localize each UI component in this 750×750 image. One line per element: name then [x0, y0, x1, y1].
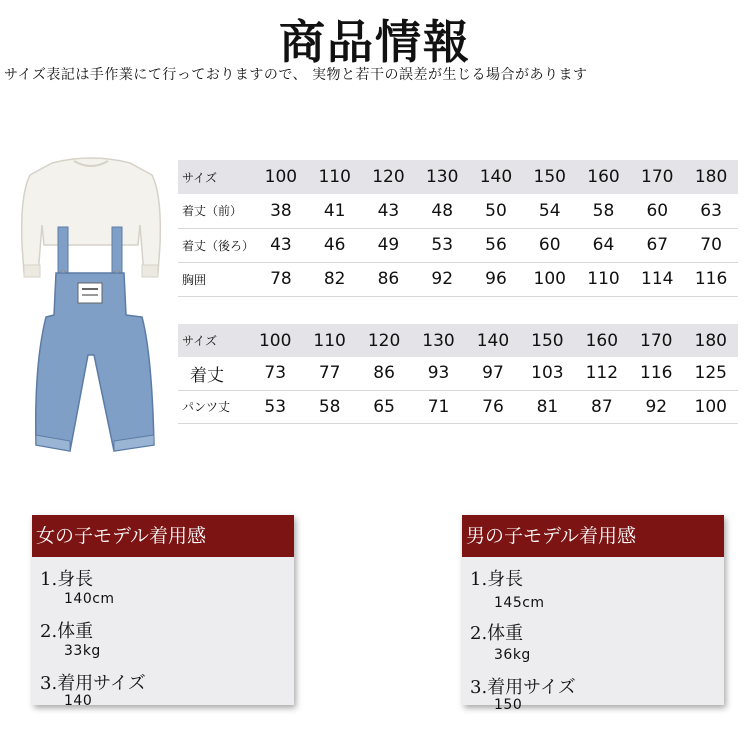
table-row [178, 262, 738, 296]
header-cell: 140 [466, 324, 520, 357]
table-cell: 100 [684, 390, 739, 423]
table-cell: 78 [254, 262, 308, 296]
card-title: 男の子モデル着用感 [462, 515, 724, 557]
table-cell: 100 [523, 262, 577, 296]
weight-value: 36kg [494, 647, 531, 663]
header-cell: サイズ [178, 160, 254, 194]
card-title: 女の子モデル着用感 [32, 515, 294, 557]
table-cell: 87 [575, 390, 629, 423]
table-cell: 63 [684, 194, 738, 228]
height-label: 1.身長 [470, 569, 524, 590]
table-row [178, 228, 738, 262]
height-value: 145cm [494, 595, 545, 611]
table-cell: 46 [308, 228, 362, 262]
table-cell: 38 [254, 194, 308, 228]
table-cell: 48 [415, 194, 469, 228]
header-cell: 100 [254, 160, 308, 194]
weight-value: 33kg [64, 643, 101, 659]
size-label: 3.着用サイズ [470, 677, 576, 698]
weight-label: 2.体重 [40, 621, 94, 642]
row-label: パンツ丈 [178, 390, 248, 423]
header-cell: 130 [415, 160, 469, 194]
table-cell: 41 [308, 194, 362, 228]
table-cell: 92 [629, 390, 683, 423]
table-cell: 60 [630, 194, 684, 228]
table-cell: 43 [254, 228, 308, 262]
table-row [178, 357, 738, 390]
size-value: 150 [494, 697, 523, 713]
table-cell: 70 [684, 228, 738, 262]
table-cell: 50 [469, 194, 523, 228]
table-cell: 81 [520, 390, 574, 423]
table-cell: 97 [466, 357, 520, 390]
header-cell: 170 [629, 324, 683, 357]
table-cell: 92 [415, 262, 469, 296]
header-cell: 160 [575, 324, 629, 357]
table-cell: 58 [302, 390, 356, 423]
header-cell: 110 [302, 324, 356, 357]
table-cell: 58 [577, 194, 631, 228]
page-title: 商品情報 [279, 15, 471, 69]
size-note: サイズ表記は手作業にて行っておりますので、 実物と若干の誤差が生じる場合があります [4, 67, 588, 83]
table-cell: 53 [248, 390, 302, 423]
table-cell: 71 [411, 390, 465, 423]
header-cell: 180 [684, 160, 738, 194]
table-cell: 103 [520, 357, 574, 390]
table-cell: 54 [523, 194, 577, 228]
table-cell: 56 [469, 228, 523, 262]
table-cell: 73 [248, 357, 302, 390]
table-cell: 93 [411, 357, 465, 390]
table-cell: 96 [469, 262, 523, 296]
table-cell: 49 [362, 228, 416, 262]
header-cell: サイズ [178, 324, 248, 357]
boy-model-card [462, 515, 724, 713]
table-cell: 125 [684, 357, 739, 390]
size-value: 140 [64, 693, 93, 709]
table-header-row [178, 160, 738, 194]
size-table-tops [178, 160, 738, 297]
table-cell: 116 [684, 262, 738, 296]
height-label: 1.身長 [40, 569, 94, 590]
header-cell: 100 [248, 324, 302, 357]
table-cell: 82 [308, 262, 362, 296]
table-cell: 76 [466, 390, 520, 423]
table-cell: 86 [362, 262, 416, 296]
table-cell: 77 [302, 357, 356, 390]
weight-label: 2.体重 [470, 623, 524, 644]
size-label: 3.着用サイズ [40, 673, 146, 694]
header-cell: 110 [308, 160, 362, 194]
header-cell: 120 [357, 324, 411, 357]
header-cell: 120 [362, 160, 416, 194]
table-row [178, 194, 738, 228]
sweatshirt-illustration [22, 158, 161, 277]
row-label: 着丈（前） [178, 194, 254, 228]
table-cell: 65 [357, 390, 411, 423]
header-cell: 170 [630, 160, 684, 194]
header-cell: 150 [523, 160, 577, 194]
table-header-row [178, 324, 738, 357]
size-table-overalls [178, 324, 738, 424]
product-image [12, 155, 170, 465]
row-label: 着丈 [178, 357, 248, 390]
table-cell: 112 [575, 357, 629, 390]
overalls-illustration [36, 227, 154, 451]
table-cell: 53 [415, 228, 469, 262]
table-row [178, 390, 738, 423]
header-cell: 160 [577, 160, 631, 194]
header-cell: 180 [684, 324, 739, 357]
table-cell: 64 [577, 228, 631, 262]
table-cell: 60 [523, 228, 577, 262]
table-cell: 114 [630, 262, 684, 296]
row-label: 胸囲 [178, 262, 254, 296]
row-label: 着丈（後ろ） [178, 228, 254, 262]
header-cell: 150 [520, 324, 574, 357]
height-value: 140cm [64, 591, 115, 607]
table-cell: 110 [577, 262, 631, 296]
header-cell: 130 [411, 324, 465, 357]
table-cell: 116 [629, 357, 683, 390]
table-cell: 43 [362, 194, 416, 228]
table-cell: 67 [630, 228, 684, 262]
table-cell: 86 [357, 357, 411, 390]
girl-model-card [32, 515, 294, 709]
header-cell: 140 [469, 160, 523, 194]
